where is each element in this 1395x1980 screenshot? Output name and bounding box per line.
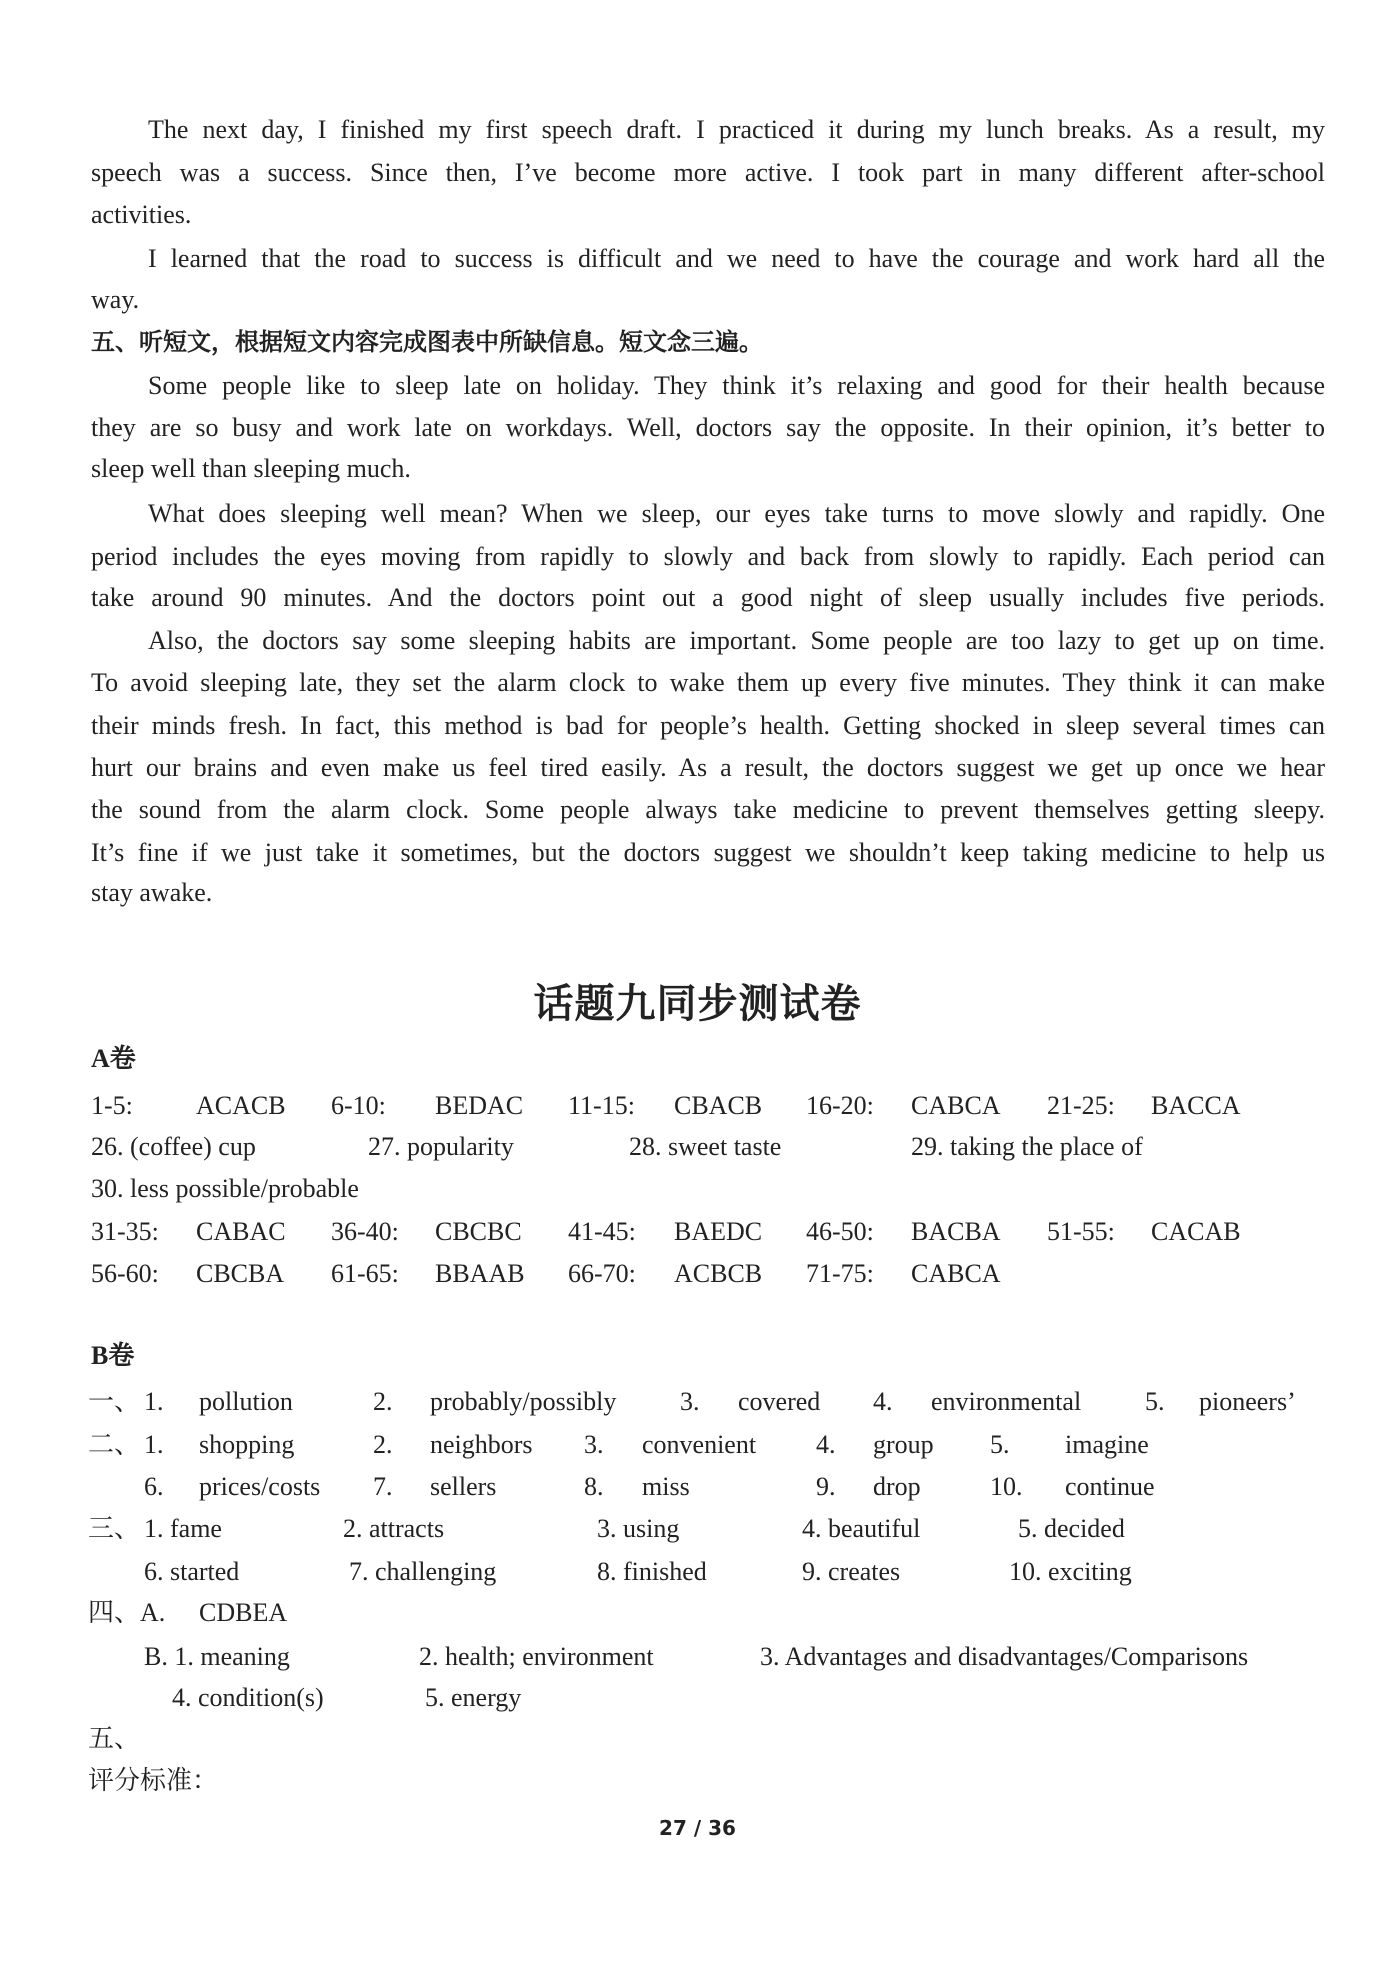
answer-item: 56-60: xyxy=(91,1259,159,1288)
answer-item: 四、A. xyxy=(88,1598,166,1627)
answer-item: pollution xyxy=(199,1387,293,1416)
answer-item: 三、 xyxy=(88,1514,141,1543)
answer-item: BACCA xyxy=(1151,1091,1241,1120)
answer-item: 28. sweet taste xyxy=(629,1132,782,1161)
answer-item: CBCBC xyxy=(435,1217,522,1246)
answer-item: 4. xyxy=(873,1387,893,1416)
answer-item: 4. condition(s) xyxy=(172,1683,324,1712)
passage-line: The next day, I finished my first speech draft. I practiced it during my lunch breaks. As a result, my xyxy=(148,115,1325,144)
answer-item: 3. xyxy=(680,1387,700,1416)
answer-item: BACBA xyxy=(911,1217,1001,1246)
answer-item: probably/possibly xyxy=(430,1387,617,1416)
answer-item: continue xyxy=(1065,1472,1155,1501)
answer-item: prices/costs xyxy=(199,1472,321,1501)
answer-item: 36-40: xyxy=(331,1217,399,1246)
answer-item: 6. xyxy=(144,1472,164,1501)
answer-item: sellers xyxy=(430,1472,497,1501)
passage-line: they are so busy and work late on workdays. Well, doctors say the opposite. In their opinion, it’s better to xyxy=(91,413,1325,442)
answer-item: 9. xyxy=(816,1472,836,1501)
answer-item: 二、 xyxy=(88,1430,141,1459)
answer-item: convenient xyxy=(642,1430,757,1459)
answer-item: 4. xyxy=(816,1430,836,1459)
answer-item: CDBEA xyxy=(199,1598,288,1627)
passage-line: speech was a success. Since then, I’ve become more active. I took part in many different after-school xyxy=(91,158,1325,187)
answer-item: 26. (coffee) cup xyxy=(91,1132,256,1161)
answer-item: 3. xyxy=(584,1430,604,1459)
answer-item: 五、 xyxy=(88,1724,141,1753)
answer-item: CABCA xyxy=(911,1091,1001,1120)
answer-item: 71-75: xyxy=(806,1259,874,1288)
answer-item: 3. using xyxy=(597,1514,680,1543)
test-title: 话题九同步测试卷 xyxy=(533,980,862,1027)
answer-item: 1. fame xyxy=(144,1514,222,1543)
answer-item: B. 1. meaning xyxy=(144,1642,290,1671)
answer-item: CBACB xyxy=(674,1091,763,1120)
answer-item: 10. exciting xyxy=(1009,1557,1132,1586)
answer-item: 29. taking the place of xyxy=(911,1132,1143,1161)
passage-line: take around 90 minutes. And the doctors point out a good night of sleep usually includes five periods. xyxy=(91,583,1325,612)
answer-item: 6. started xyxy=(144,1557,240,1586)
answer-item: shopping xyxy=(199,1430,295,1459)
answer-item: 10. xyxy=(990,1472,1023,1501)
answer-item: 30. less possible/probable xyxy=(91,1174,359,1203)
answer-item: 11-15: xyxy=(568,1091,635,1120)
answer-item: BAEDC xyxy=(674,1217,763,1246)
answer-item: miss xyxy=(642,1472,690,1501)
answer-item: CABCA xyxy=(911,1259,1001,1288)
answer-item: BBAAB xyxy=(435,1259,525,1288)
answer-item: ACACB xyxy=(196,1091,286,1120)
answer-item: 7. challenging xyxy=(349,1557,497,1586)
answer-item: 5. decided xyxy=(1018,1514,1125,1543)
passage-line: sleep well than sleeping much. xyxy=(91,454,411,483)
answer-item: imagine xyxy=(1065,1430,1149,1459)
answer-item: 2. xyxy=(373,1430,393,1459)
passage-line: Also, the doctors say some sleeping habits are important. Some people are too lazy to get up on time. xyxy=(148,626,1325,655)
answer-item: 31-35: xyxy=(91,1217,159,1246)
answer-item: 2. health; environment xyxy=(419,1642,654,1671)
answer-item: CBCBA xyxy=(196,1259,285,1288)
answer-item: 2. xyxy=(373,1387,393,1416)
answer-item: 8. finished xyxy=(597,1557,707,1586)
section-heading: 五、听短文，根据短文内容完成图表中所缺信息。短文念三遍。 xyxy=(91,327,763,356)
answer-item: drop xyxy=(873,1472,921,1501)
answer-item: CABAC xyxy=(196,1217,286,1246)
answer-item: 6-10: xyxy=(331,1091,386,1120)
answer-item: pioneers’ xyxy=(1199,1387,1296,1416)
passage-line: What does sleeping well mean? When we sleep, our eyes take turns to move slowly and rapidly. One xyxy=(148,499,1325,528)
answer-item: environmental xyxy=(931,1387,1082,1416)
answer-item: 1. xyxy=(144,1387,164,1416)
answer-item: 5. xyxy=(1145,1387,1165,1416)
answer-item: covered xyxy=(738,1387,821,1416)
answer-item: ACBCB xyxy=(674,1259,763,1288)
answer-item: 51-55: xyxy=(1047,1217,1115,1246)
answer-item: 7. xyxy=(373,1472,393,1501)
answer-item: 9. creates xyxy=(802,1557,901,1586)
answer-item: BEDAC xyxy=(435,1091,524,1120)
answer-item: 1. xyxy=(144,1430,164,1459)
answer-item: group xyxy=(873,1430,934,1459)
answer-item: 3. Advantages and disadvantages/Comparisons xyxy=(760,1642,1249,1671)
answer-item: 21-25: xyxy=(1047,1091,1115,1120)
answer-item: 1-5: xyxy=(91,1091,133,1120)
answer-item: 2. attracts xyxy=(343,1514,445,1543)
answer-item: 评分标准： xyxy=(88,1766,219,1795)
passage-line: To avoid sleeping late, they set the alarm clock to wake them up every five minutes. They think it can make xyxy=(91,668,1325,697)
passage-line: It’s fine if we just take it sometimes, but the doctors suggest we shouldn’t keep taking medicine to help us xyxy=(91,838,1325,867)
answer-item: 46-50: xyxy=(806,1217,874,1246)
passage-line: stay awake. xyxy=(91,878,213,907)
answer-item: 16-20: xyxy=(806,1091,874,1120)
section-a-heading: A卷 xyxy=(91,1044,136,1073)
passage-line: activities. xyxy=(91,200,192,229)
passage-line: hurt our brains and even make us feel tired easily. As a result, the doctors suggest we get up once we hear xyxy=(91,753,1325,782)
passage-line: period includes the eyes moving from rapidly to slowly and back from slowly to rapidly. Each period can xyxy=(91,542,1325,571)
passage-line: I learned that the road to success is difficult and we need to have the courage and work hard all the xyxy=(148,244,1325,273)
passage-line: way. xyxy=(91,285,140,314)
answer-item: 61-65: xyxy=(331,1259,399,1288)
answer-item: 5. xyxy=(990,1430,1010,1459)
answer-item: 66-70: xyxy=(568,1259,636,1288)
passage-line: the sound from the alarm clock. Some people always take medicine to prevent themselves getting sleepy. xyxy=(91,795,1325,824)
answer-item: 8. xyxy=(584,1472,604,1501)
section-b-heading: B卷 xyxy=(91,1341,135,1370)
passage-line: their minds fresh. In fact, this method is bad for people’s health. Getting shocked in sleep several times can xyxy=(91,711,1325,740)
answer-item: CACAB xyxy=(1151,1217,1241,1246)
answer-item: 27. popularity xyxy=(368,1132,514,1161)
passage-line: Some people like to sleep late on holiday. They think it’s relaxing and good for their health because xyxy=(148,371,1325,400)
answer-item: 41-45: xyxy=(568,1217,636,1246)
page-number: 27 / 36 xyxy=(659,1816,736,1840)
answer-item: 5. energy xyxy=(425,1683,522,1712)
answer-item: 4. beautiful xyxy=(802,1514,921,1543)
answer-item: neighbors xyxy=(430,1430,533,1459)
answer-item: 一、 xyxy=(88,1387,141,1416)
